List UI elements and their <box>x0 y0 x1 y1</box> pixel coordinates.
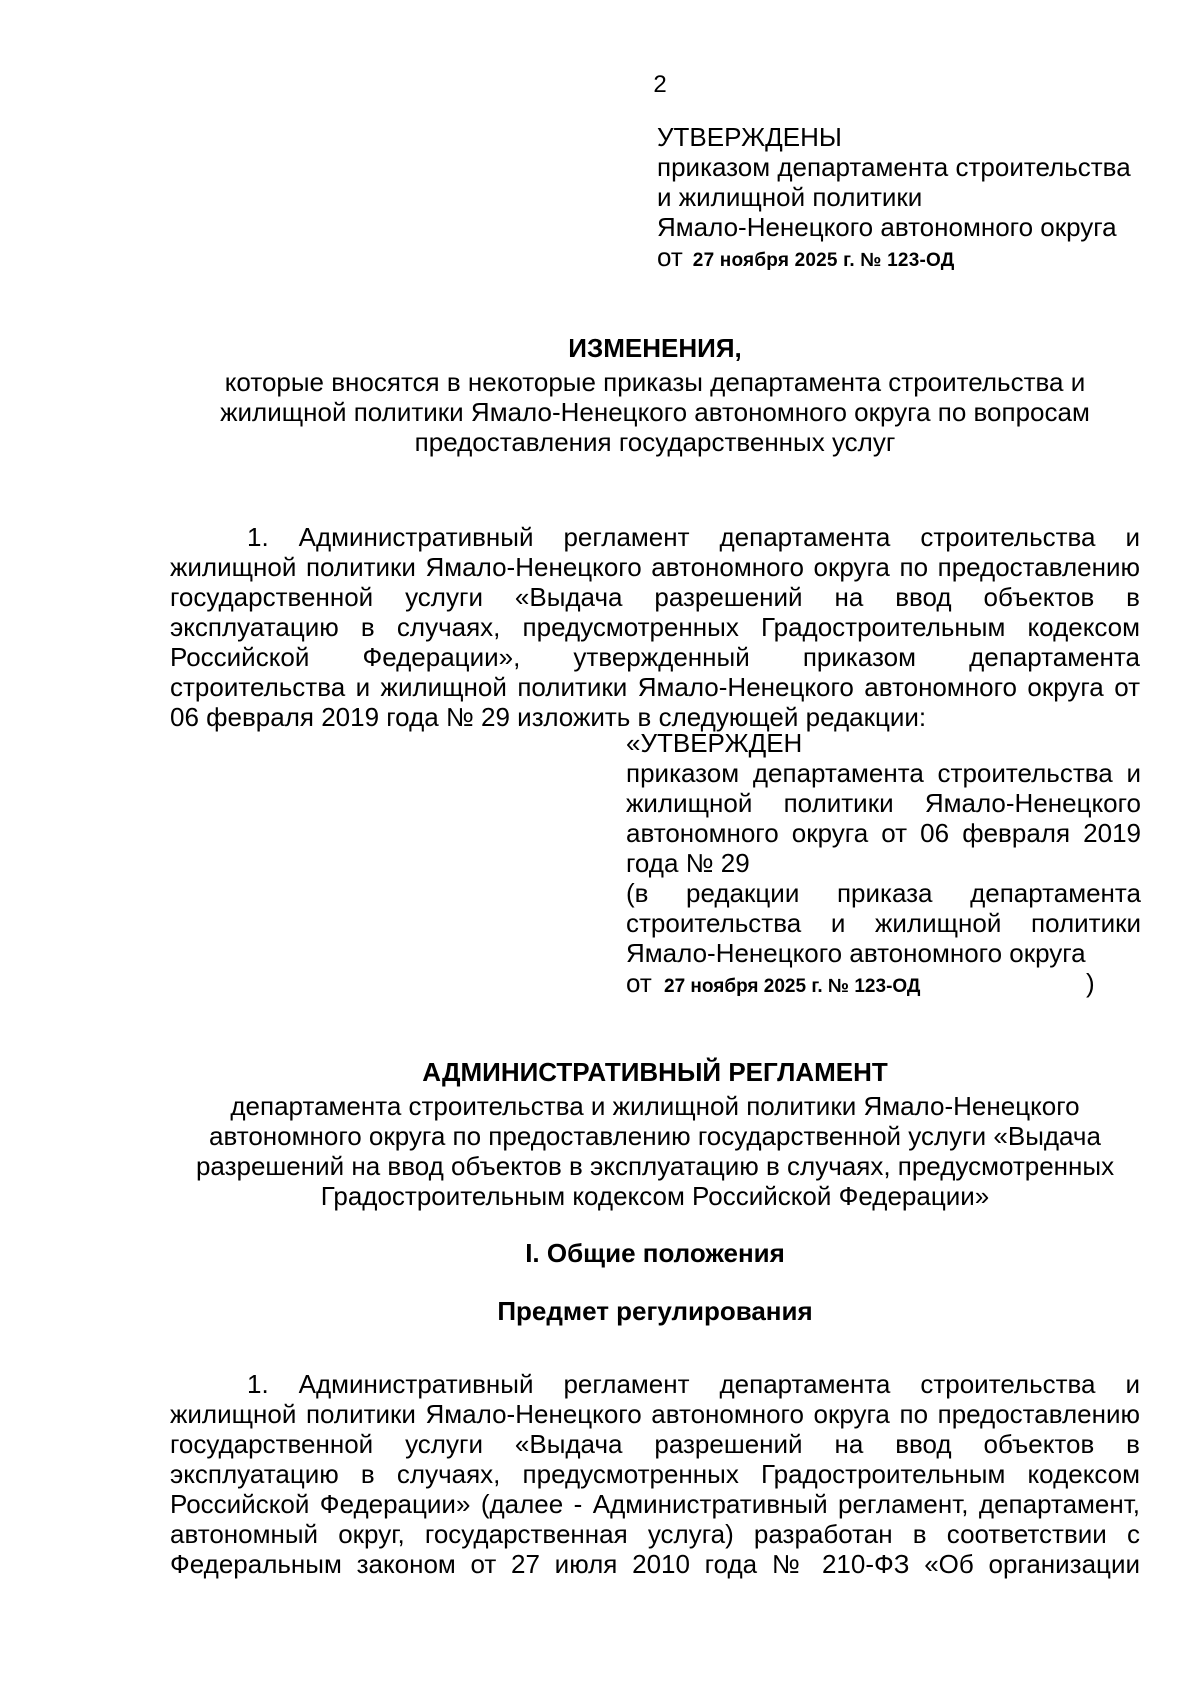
changes-subtitle-line: предоставления государственных услуг <box>414 427 896 457</box>
order-prefix: от <box>626 968 652 998</box>
approval-block <box>657 122 1177 272</box>
approval-line: УТВЕРЖДЕНЫ <box>657 122 842 152</box>
changes-title-block <box>170 333 1140 457</box>
paragraph-line: жилищной политики Ямало-Ненецкого автономного округа по предоставлению <box>170 1399 1140 1429</box>
approval-order-line <box>657 242 1177 272</box>
regulation-subtitle-line: разрешений на ввод объектов в эксплуатацию в случаях, предусмотренных <box>195 1151 1115 1181</box>
approval-line: и жилищной политики <box>657 182 923 212</box>
order-prefix: от <box>657 242 683 272</box>
approved-order-line <box>626 968 1141 1002</box>
paragraph-line: жилищной политики Ямало-Ненецкого автономного округа по предоставлению <box>170 552 1140 582</box>
changes-heading: ИЗМЕНЕНИЯ, <box>568 333 742 363</box>
subsection-title: Предмет регулирования <box>497 1296 813 1326</box>
approved-line: жилищной политики Ямало-Ненецкого <box>626 788 1141 818</box>
page-number: 2 <box>653 71 667 98</box>
changes-subtitle-line: которые вносятся в некоторые приказы департамента строительства и <box>224 367 1086 397</box>
approved-line: приказом департамента строительства и <box>626 758 1141 788</box>
section-title: I. Общие положения <box>525 1238 785 1268</box>
paragraph-line: 06 февраля 2019 года № 29 изложить в следующей редакции: <box>170 702 927 732</box>
order-stamp: 27 ноября 2025 г. № 123-ОД <box>664 976 921 997</box>
paragraph-line: 1. Административный регламент департамента строительства и <box>247 1369 1140 1399</box>
approved-line: «УТВЕРЖДЕН <box>626 728 803 758</box>
paragraph-line: эксплуатацию в случаях, предусмотренных Градостроительным кодексом <box>170 612 1140 642</box>
paragraph-line: 1. Административный регламент департамента строительства и <box>247 522 1140 552</box>
approved-line: строительства и жилищной политики <box>626 908 1141 938</box>
approved-line: Ямало-Ненецкого автономного округа <box>626 938 1086 968</box>
regulation-item1-paragraph <box>170 1369 1140 1579</box>
approved-block <box>626 728 1141 1002</box>
regulation-heading: АДМИНИСТРАТИВНЫЙ РЕГЛАМЕНТ <box>422 1057 888 1087</box>
paragraph-line: государственной услуги «Выдача разрешений на ввод объектов в <box>170 1429 1140 1459</box>
approved-line: (в редакции приказа департамента <box>626 878 1141 908</box>
paragraph-line: Федеральным законом от 27 июля 2010 года № 210-ФЗ «Об организации <box>170 1549 1140 1579</box>
approved-line: автономного округа от 06 февраля 2019 <box>626 818 1141 848</box>
regulation-subtitle-line: департамента строительства и жилищной политики Ямало-Ненецкого <box>230 1091 1080 1121</box>
regulation-title-block <box>170 1057 1140 1211</box>
paragraph-line: автономный округ, государственная услуга) разработан в соответствии с <box>170 1519 1140 1549</box>
paragraph-line: государственной услуги «Выдача разрешений на ввод объектов в <box>170 582 1140 612</box>
approval-line: Ямало-Ненецкого автономного округа <box>657 212 1117 242</box>
regulation-subtitle-line: автономного округа по предоставлению государственной услуги «Выдача <box>209 1121 1101 1151</box>
regulation-subtitle-line: Градостроительным кодексом Российской Федерации» <box>320 1181 990 1211</box>
paragraph-line: эксплуатацию в случаях, предусмотренных Градостроительным кодексом <box>170 1459 1140 1489</box>
approved-line: года № 29 <box>626 848 750 878</box>
item1-paragraph <box>170 522 1140 732</box>
approval-line: приказом департамента строительства <box>657 152 1131 182</box>
paragraph-line: строительства и жилищной политики Ямало-Ненецкого автономного округа от <box>170 672 1140 702</box>
order-stamp: 27 ноября 2025 г. № 123-ОД <box>692 250 955 271</box>
changes-subtitle-line: жилищной политики Ямало-Ненецкого автономного округа по вопросам <box>220 397 1090 427</box>
paragraph-line: Российской Федерации» (далее - Административный регламент, департамент, <box>170 1489 1140 1519</box>
closing-paren: ) <box>1086 968 1095 998</box>
paragraph-line: Российской Федерации», утвержденный приказом департамента <box>170 642 1140 672</box>
